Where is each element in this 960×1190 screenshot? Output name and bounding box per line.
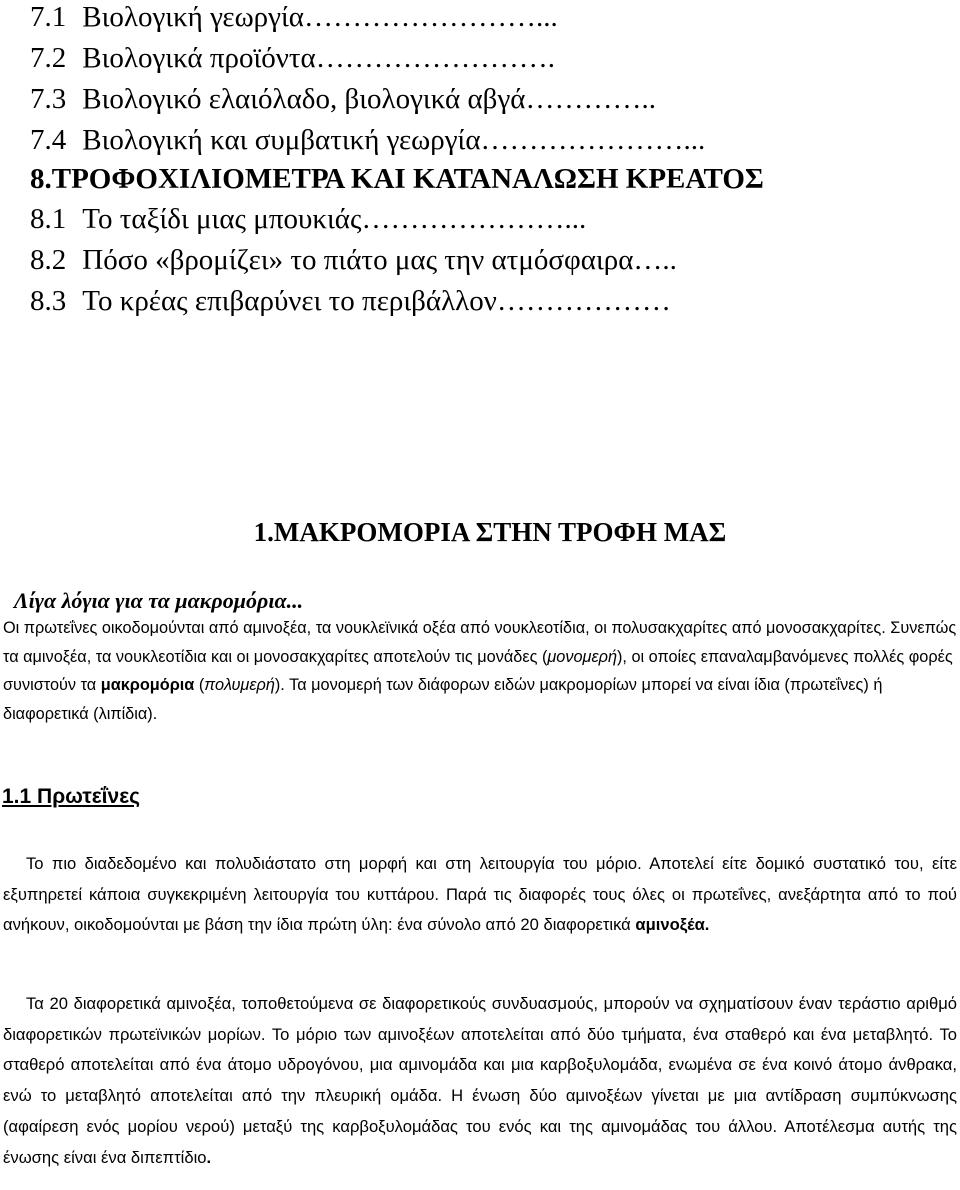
toc-item-dots: …………………... <box>480 124 706 156</box>
intro-text: ( <box>194 676 205 694</box>
toc-item-8[interactable] <box>30 162 764 196</box>
intro-paragraph <box>3 614 958 728</box>
toc-item-label: Βιολογικά προϊόντα <box>82 42 316 74</box>
intro-text: ), οι οποίες επαναλαμβανόμενες πολλές φορές συνιστούν τα <box>3 647 953 694</box>
paragraph-text: Τα 20 διαφορετικά αμινοξέα, τοποθετούμενα σε διαφορετικούς συνδυασμούς, μπορούν να σχηματίσουν έναν τεράστιο αριθμό διαφορετικών πρωτεϊνικών μορίων. Το μόριο των αμινοξέων αποτελείται από δύο τμήματα, ένα σταθερό και ένα μεταβλητό. Το σταθερό αποτελείται από ένα άτομο υδρογόνου, μια αμινομάδα και μια καρβοξυλομάδα, ενωμένα σε ένα κοινό άτομο άνθρακα, ενώ το μεταβλητό αποτελείται από την πλευρική ομάδα. Η ένωση δύο αμινοξέων γίνεται με μια αντίδραση συμπύκνωσης (αφαίρεση ενός μορίου νερού) μεταξύ της καρβοξυλομάδας του ενός και της αμινομάδας του άλλου. Αποτέλεσμα αυτής της ένωσης είναι ένα διπεπτίδιο <box>3 994 957 1167</box>
toc-item-number: 7.2 <box>30 42 67 74</box>
section-heading-proteins: 1.1 Πρωτεΐνες <box>2 785 141 808</box>
toc-item-dots: …………………... <box>361 203 587 235</box>
toc-item-number: 8.1 <box>30 203 67 235</box>
toc-item-label: Βιολογική και συμβατική γεωργία <box>82 124 481 156</box>
paragraph-end-period: . <box>206 1147 212 1167</box>
toc-item-number: 7.1 <box>30 1 67 33</box>
intro-subtitle: Λίγα λόγια για τα μακρομόρια... <box>14 588 304 613</box>
toc-item-label: Βιολογικό ελαιόλαδο, βιολογικά αβγά <box>82 83 526 115</box>
toc-item-label: ΤΡΟΦΟΧΙΛΙΟΜΕΤΡΑ ΚΑΙ ΚΑΤΑΝΑΛΩΣΗ ΚΡΕΑΤΟΣ <box>51 163 764 195</box>
toc-item-number: 8.3 <box>30 285 67 317</box>
toc-item-number: 7.3 <box>30 83 67 115</box>
term-polymers: πολυμερή <box>204 676 275 694</box>
toc-item-dots: ……………………. <box>315 42 556 74</box>
toc-item-dots: ….. <box>633 244 677 276</box>
paragraph-text: Το πιο διαδεδομένο και πολυδιάστατο στη μορφή και στη λειτουργία του μόριο. Αποτελεί είτε δομικό συστατικό του, είτε εξυπηρετεί κάποια συγκεκριμένη λειτουργία του κυττάρου. Παρά τις διαφορές τους όλες οι πρωτεΐνες, ανεξάρτητα από το πού ανήκουν, οικοδομούνται με βάση την ίδια πρώτη ύλη: ένα σύνολο από 20 διαφορετικά <box>3 854 957 935</box>
toc-item-dots: ……………… <box>496 285 671 317</box>
term-macromolecules: μακρομόρια <box>100 676 195 694</box>
toc-item-7-1[interactable] <box>30 0 558 34</box>
toc-item-8-2[interactable] <box>30 243 677 277</box>
toc-item-label: Βιολογική γεωργία <box>82 1 304 33</box>
toc-item-7-2[interactable] <box>30 41 555 75</box>
toc-item-8-3[interactable] <box>30 284 671 318</box>
toc-item-number: 7.4 <box>30 124 67 156</box>
toc-item-label: Πόσο «βρομίζει» το πιάτο μας την ατμόσφαιρα <box>82 244 634 276</box>
toc-item-7-3[interactable] <box>30 82 656 116</box>
chapter-title: 1.ΜΑΚΡΟΜΟΡΙΑ ΣΤΗΝ ΤΡΟΦΗ ΜΑΣ <box>253 517 727 547</box>
toc-item-8-1[interactable] <box>30 202 586 236</box>
proteins-paragraph-2 <box>3 989 957 1173</box>
toc-item-label: Το ταξίδι μιας μπουκιάς <box>82 203 362 235</box>
toc-item-dots: ……………………... <box>303 1 558 33</box>
toc-item-dots: ………….. <box>525 83 656 115</box>
intro-text: Οι πρωτεΐνες οικοδομούνται από αμινοξέα, τα νουκλεϊνικά οξέα από νουκλεοτίδια, οι πολυσακχαρίτες από μονοσακχαρίτες. Συνεπώς τα αμινοξέα, τα νουκλεοτίδια και οι μονοσακχαρίτες αποτελούν τις μονάδες ( <box>3 619 957 666</box>
intro-text: ). Τα μονομερή των διάφορων ειδών μακρομορίων μπορεί να είναι ίδια (πρωτεΐνες) ή διαφορετικά (λιπίδια). <box>3 676 883 723</box>
toc-item-label: Το κρέας επιβαρύνει το περιβάλλον <box>82 285 497 317</box>
toc-item-number: 8.2 <box>30 244 67 276</box>
term-amino-acids: αμινοξέα. <box>635 915 710 935</box>
term-monomers: μονομερή <box>547 647 617 666</box>
proteins-paragraph-1 <box>3 849 957 941</box>
toc-item-number: 8. <box>30 163 52 195</box>
toc-item-7-4[interactable] <box>30 123 705 157</box>
